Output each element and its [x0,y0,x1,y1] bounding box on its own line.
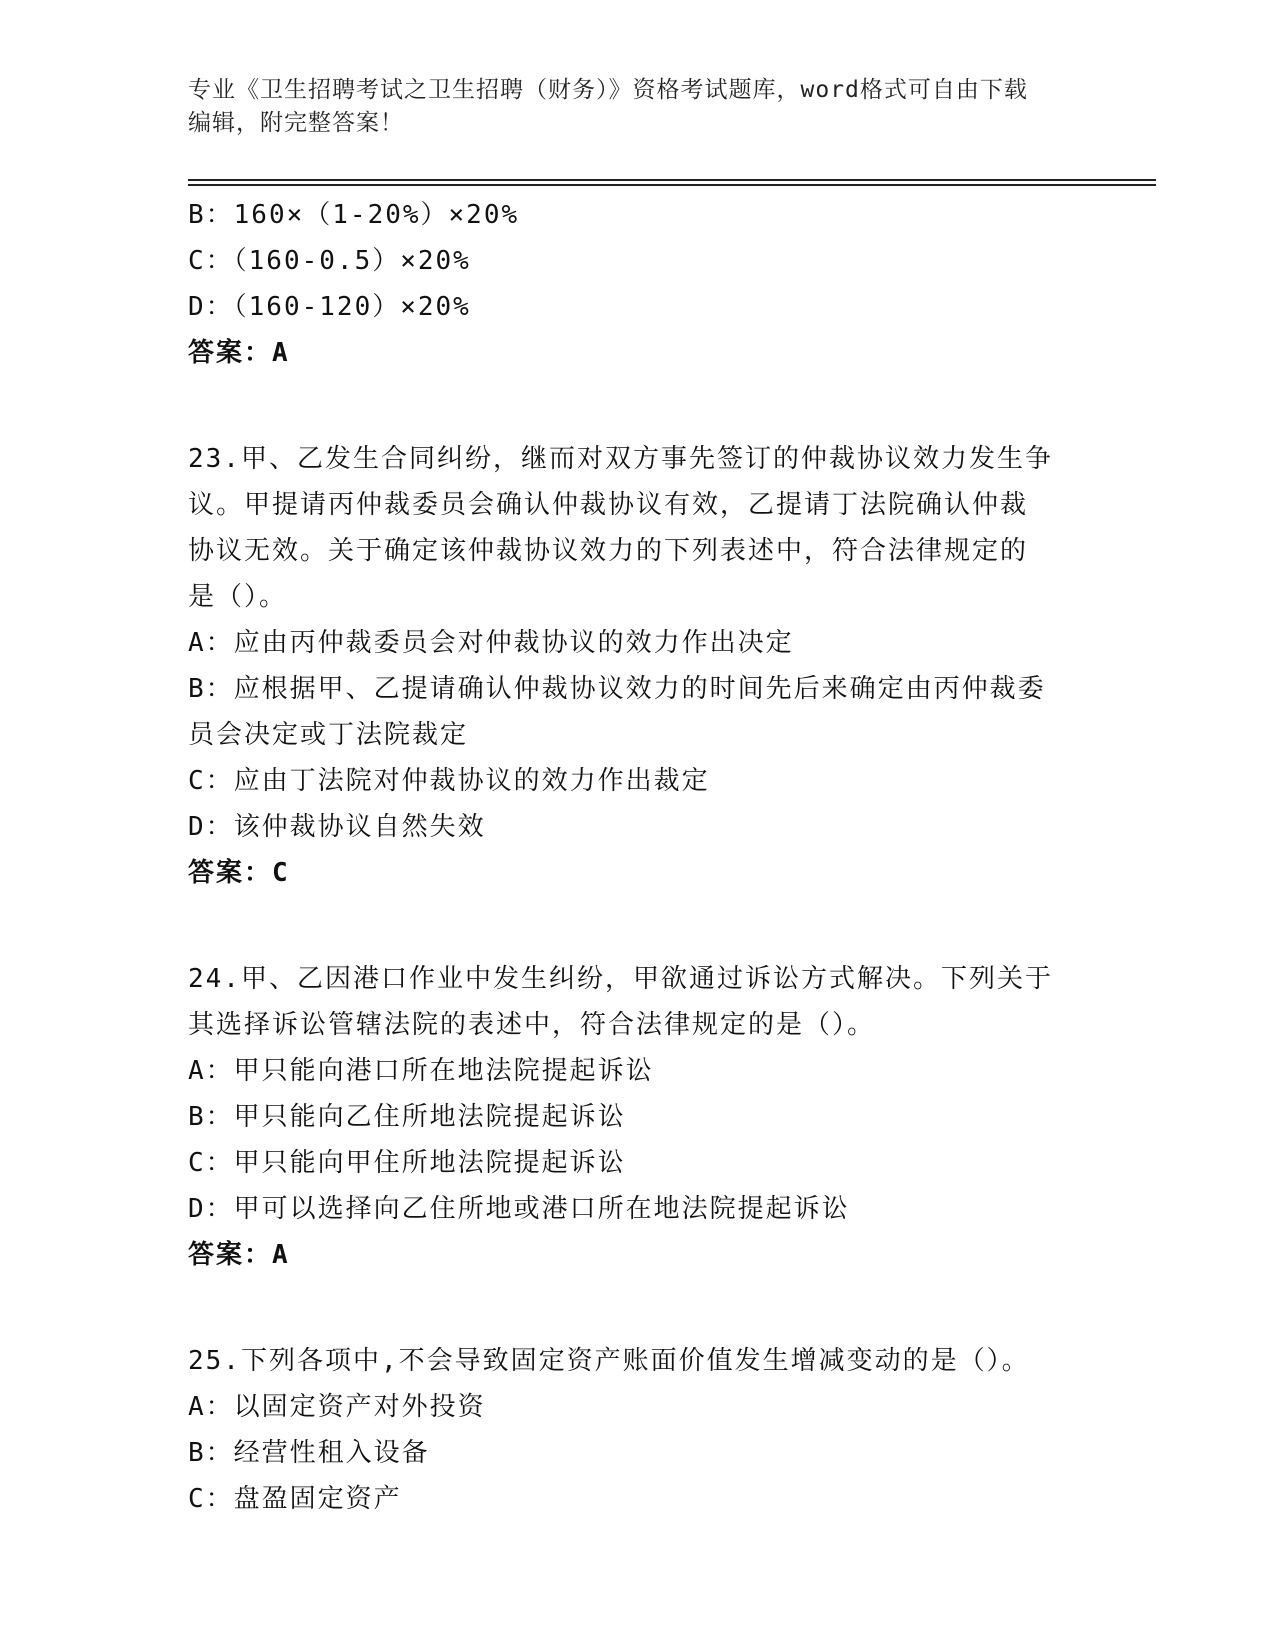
option-d: D：（160-120）×20% [188,292,471,322]
option-b: B：甲只能向乙住所地法院提起诉讼 [188,1102,626,1132]
question-22 [188,192,1088,376]
question-stem: 其选择诉讼管辖法院的表述中，符合法律规定的是（）。 [188,1010,876,1040]
question-23 [188,436,1088,896]
header-line-1: 专业《卫生招聘考试之卫生招聘（财务）》资格考试题库，word格式可自由下载 [188,77,1028,103]
question-stem: 协议无效。关于确定该仲裁协议效力的下列表述中，符合法律规定的 [188,536,1029,566]
option-c: C：甲只能向甲住所地法院提起诉讼 [188,1148,626,1178]
header-divider-top [188,179,1156,181]
option-a: A：甲只能向港口所在地法院提起诉讼 [188,1056,654,1086]
question-list [188,192,1088,1522]
header-divider-bottom [188,184,1156,186]
option-b-continued: 员会决定或丁法院裁定 [188,720,469,750]
question-stem: 24.甲、乙因港口作业中发生纠纷，甲欲通过诉讼方式解决。下列关于 [188,964,1053,994]
document-header [188,74,1088,140]
option-c: C：（160-0.5）×20% [188,246,471,276]
question-24 [188,956,1088,1278]
option-c: C：应由丁法院对仲裁协议的效力作出裁定 [188,766,710,796]
question-stem: 是（）。 [188,582,288,612]
question-stem: 25.下列各项中,不会导致固定资产账面价值发生增减变动的是（）。 [188,1346,1030,1376]
option-d: D：该仲裁协议自然失效 [188,812,486,842]
option-d: D：甲可以选择向乙住所地或港口所在地法院提起诉讼 [188,1194,850,1224]
option-b: B：160×（1-20%）×20% [188,200,520,230]
option-a: A：应由丙仲裁委员会对仲裁协议的效力作出决定 [188,628,794,658]
option-c: C：盘盈固定资产 [188,1484,402,1514]
header-line-2: 编辑，附完整答案！ [188,110,404,136]
answer-label: 答案：C [188,858,290,888]
answer-label: 答案：A [188,1240,290,1270]
question-25 [188,1338,1088,1522]
question-stem: 23.甲、乙发生合同纠纷，继而对双方事先签订的仲裁协议效力发生争 [188,444,1053,474]
option-a: A：以固定资产对外投资 [188,1392,486,1422]
option-b: B：应根据甲、乙提请确认仲裁协议效力的时间先后来确定由丙仲裁委 [188,674,1046,704]
question-stem: 议。甲提请丙仲裁委员会确认仲裁协议有效，乙提请丁法院确认仲裁 [188,490,1029,520]
answer-label: 答案：A [188,338,290,368]
option-b: B：经营性租入设备 [188,1438,430,1468]
